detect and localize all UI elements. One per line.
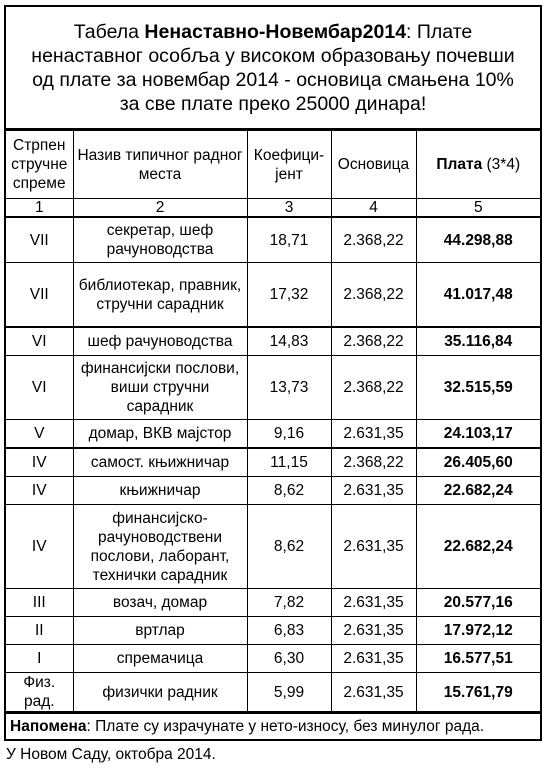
row-base: 2.368,22: [331, 263, 416, 328]
table-row: [6, 589, 540, 617]
row-base: 2.631,35: [331, 477, 416, 505]
row-position: библиотекар, правник, стручни сарадник: [73, 263, 247, 328]
table-row: [6, 356, 540, 420]
table-row: [6, 263, 540, 328]
note-label: Напомена: [10, 718, 87, 735]
table-row: [6, 645, 540, 673]
row-base: 2.368,22: [331, 356, 416, 420]
row-position: књижничар: [73, 477, 247, 505]
row-salary: 20.577,16: [416, 589, 540, 617]
salary-table: [6, 130, 540, 712]
row-coefficient: 18,71: [247, 217, 331, 263]
row-position: вртлар: [73, 617, 247, 645]
column-number: 3: [247, 199, 331, 218]
row-salary: 15.761,79: [416, 673, 540, 712]
header-level: Стрпен стручне спреме: [6, 131, 73, 199]
row-base: 2.368,22: [331, 217, 416, 263]
table-row: [6, 673, 540, 712]
row-coefficient: 14,83: [247, 327, 331, 356]
row-position: самост. књижничар: [73, 448, 247, 477]
table-title-text: [20, 20, 526, 116]
column-number-row: [6, 199, 540, 218]
row-level: IV: [6, 505, 73, 589]
row-base: 2.368,22: [331, 327, 416, 356]
header-row: [6, 131, 540, 199]
row-salary: 16.577,51: [416, 645, 540, 673]
row-salary: 22.682,24: [416, 477, 540, 505]
row-base: 2.631,35: [331, 420, 416, 449]
row-position: физички радник: [73, 673, 247, 712]
row-coefficient: 5,99: [247, 673, 331, 712]
header-salary-formula: (3*4): [482, 156, 521, 173]
row-coefficient: 6,83: [247, 617, 331, 645]
row-level: Физ. рад.: [6, 673, 73, 712]
note-text: : Плате су израчунате у нето-износу, без минулог рада.: [86, 718, 485, 735]
title-bold: Ненаставно-Новембар2014: [144, 20, 407, 43]
row-coefficient: 13,73: [247, 356, 331, 420]
table-row: [6, 617, 540, 645]
row-base: 2.631,35: [331, 617, 416, 645]
table-row: [6, 327, 540, 356]
row-level: VI: [6, 327, 73, 356]
row-salary: 41.017,48: [416, 263, 540, 328]
row-level: IV: [6, 477, 73, 505]
row-position: спремачица: [73, 645, 247, 673]
row-level: V: [6, 420, 73, 449]
table-row: [6, 420, 540, 449]
row-level: III: [6, 589, 73, 617]
row-position: секретар, шеф рачуноводства: [73, 217, 247, 263]
row-base: 2.631,35: [331, 673, 416, 712]
row-level: I: [6, 645, 73, 673]
row-coefficient: 17,32: [247, 263, 331, 328]
table-title: [6, 7, 540, 130]
row-salary: 22.682,24: [416, 505, 540, 589]
table-row: [6, 448, 540, 477]
column-number: 5: [416, 199, 540, 218]
row-coefficient: 6,30: [247, 645, 331, 673]
row-base: 2.631,35: [331, 589, 416, 617]
row-position: шеф рачуноводства: [73, 327, 247, 356]
column-number: 2: [73, 199, 247, 218]
row-level: II: [6, 617, 73, 645]
table-note: [6, 712, 540, 739]
row-coefficient: 8,62: [247, 505, 331, 589]
title-prefix: Табела: [73, 20, 145, 43]
row-position: финансијски послови, виши стручни сарадник: [73, 356, 247, 420]
row-level: VII: [6, 217, 73, 263]
header-base: Основица: [331, 131, 416, 199]
row-position: домар, ВКВ мајстор: [73, 420, 247, 449]
salary-table-sheet: [4, 5, 542, 741]
row-salary: 35.116,84: [416, 327, 540, 356]
row-salary: 17.972,12: [416, 617, 540, 645]
row-coefficient: 7,82: [247, 589, 331, 617]
row-coefficient: 8,62: [247, 477, 331, 505]
footer-place-date: У Новом Саду, октобра 2014.: [6, 746, 216, 763]
column-number: 1: [6, 199, 73, 218]
row-base: 2.631,35: [331, 505, 416, 589]
title-rest: : Плате ненаставног особља у високом образовању почевши од плате за новембар 2014 - основица смањена 10% за све плате преко 25000 динара!: [31, 20, 515, 115]
row-salary: 44.298,88: [416, 217, 540, 263]
row-base: 2.631,35: [331, 645, 416, 673]
row-coefficient: 11,15: [247, 448, 331, 477]
row-salary: 32.515,59: [416, 356, 540, 420]
row-salary: 24.103,17: [416, 420, 540, 449]
row-salary: 26.405,60: [416, 448, 540, 477]
row-coefficient: 9,16: [247, 420, 331, 449]
table-row: [6, 477, 540, 505]
row-level: VI: [6, 356, 73, 420]
row-level: IV: [6, 448, 73, 477]
row-base: 2.368,22: [331, 448, 416, 477]
header-position: Назив типичног радног места: [73, 131, 247, 199]
column-number: 4: [331, 199, 416, 218]
table-row: [6, 217, 540, 263]
header-salary-bold: Плата: [436, 156, 483, 173]
table-row: [6, 505, 540, 589]
row-position: финансијско-рачуноводствени послови, лаборант, технички сарадник: [73, 505, 247, 589]
row-level: VII: [6, 263, 73, 328]
header-coef: Коефици- јент: [247, 131, 331, 199]
row-position: возач, домар: [73, 589, 247, 617]
header-salary: [416, 131, 540, 199]
